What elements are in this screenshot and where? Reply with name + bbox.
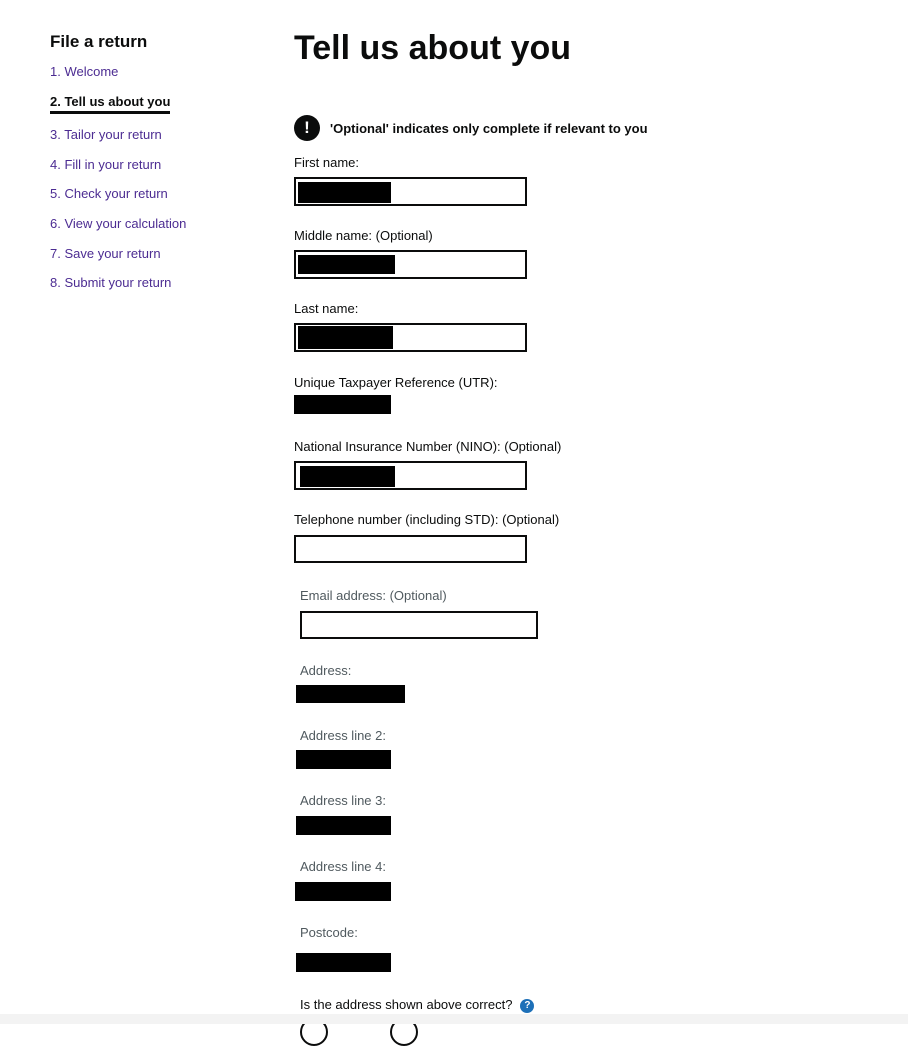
address-line-3-redacted-value [296,816,391,835]
postcode-redacted-value [296,953,391,972]
utr-label: Unique Taxpayer Reference (UTR): [294,375,498,390]
address-correct-question [300,997,534,1013]
exclamation-icon: ! [294,115,320,141]
last-name-input[interactable] [294,323,527,352]
redacted-value [298,326,393,349]
telephone-input[interactable] [294,535,527,563]
question-icon[interactable]: ? [520,999,534,1013]
address-line-4-label: Address line 4: [300,859,386,874]
nav-item-current-label: 2. Tell us about you [50,94,170,114]
telephone-label: Telephone number (including STD): (Optional) [294,512,560,527]
nav-item-tell-us-about-you[interactable] [50,94,250,114]
nav-item-tailor-your-return[interactable]: 3. Tailor your return [50,127,162,143]
first-name-label: First name: [294,155,360,170]
bottom-edge [0,1014,908,1024]
address-redacted-value [296,685,405,703]
redacted-value [298,255,395,274]
address-question-text: Is the address shown above correct? [300,997,513,1012]
nav-item-fill-in-your-return[interactable]: 4. Fill in your return [50,156,162,172]
middle-name-label: Middle name: (Optional) [294,228,433,243]
address-line-4-redacted-value [295,882,391,901]
last-name-label: Last name: [294,301,359,316]
notice-text: 'Optional' indicates only complete if relevant to you [330,120,648,136]
address-line-3-label: Address line 3: [300,793,386,808]
redacted-value [300,466,395,487]
sidebar-nav [50,32,250,305]
page-title: Tell us about you [294,29,572,67]
redacted-value [298,182,391,203]
email-input[interactable] [300,611,538,639]
address-line-2-label: Address line 2: [300,728,386,743]
nav-item-submit-your-return[interactable]: 8. Submit your return [50,275,172,291]
nino-label: National Insurance Number (NINO): (Optional) [294,439,562,454]
postcode-label: Postcode: [300,925,358,940]
nav-item-save-your-return[interactable]: 7. Save your return [50,245,161,261]
address-line-2-redacted-value [296,750,391,769]
nav-item-check-your-return[interactable]: 5. Check your return [50,186,168,202]
nav-item-welcome[interactable]: 1. Welcome [50,64,119,79]
utr-redacted-value [294,395,391,414]
address-label: Address: [300,663,352,678]
first-name-input[interactable] [294,177,527,206]
optional-notice [294,115,648,141]
email-label: Email address: (Optional) [300,588,447,603]
nino-input[interactable] [294,461,527,490]
nav-item-view-your-calculation[interactable]: 6. View your calculation [50,215,187,231]
middle-name-input[interactable] [294,250,527,279]
sidebar-title: File a return [50,32,148,51]
